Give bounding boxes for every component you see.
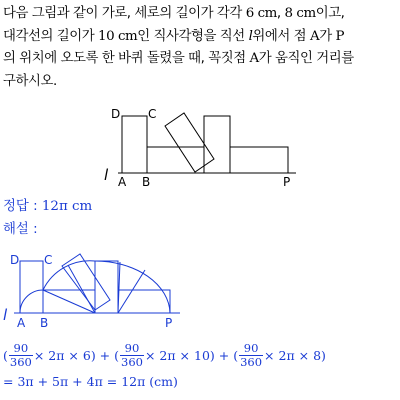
- label-c: C: [44, 253, 53, 267]
- fraction-numerator: 90: [124, 340, 140, 355]
- fraction-denominator: 360: [9, 354, 32, 369]
- rectangle-standing: [95, 261, 118, 313]
- label-b: B: [40, 316, 49, 330]
- diagonal-value: 10 cm: [98, 28, 138, 44]
- problem-text-segment: 의 위치에 오도록 한 바퀴 돌렸을 때, 꼭짓점: [3, 51, 250, 66]
- formula-result: = 3π + 5π + 4π = 12π (cm): [3, 374, 178, 389]
- problem-line-4: 구하시오.: [3, 73, 57, 89]
- label-d: D: [111, 107, 121, 121]
- formula-row-1: [3, 337, 326, 373]
- formula-text: × 2π × 8): [264, 347, 326, 363]
- arc-1: [20, 290, 43, 313]
- point-a-symbol: A: [249, 51, 259, 66]
- problem-text-segment: ,: [276, 6, 285, 21]
- formula-text: × 2π × 10) + (: [144, 347, 239, 363]
- problem-text-segment: 대각선의 길이가: [3, 28, 99, 44]
- formula-text: (: [3, 347, 8, 363]
- width-value: 6 cm: [245, 6, 277, 21]
- radius-line: [68, 265, 95, 313]
- label-l: l: [3, 306, 8, 324]
- fraction: [239, 342, 263, 369]
- point-a-symbol: A: [309, 28, 320, 44]
- problem-text-segment: 다음 그림과 같이 가로, 세로의 길이가 각각: [3, 6, 246, 21]
- problem-text-segment: 가: [319, 28, 336, 44]
- label-b: B: [142, 175, 151, 189]
- answer-value: 12π cm: [41, 199, 93, 214]
- height-value: 8 cm: [284, 6, 316, 21]
- fraction-numerator: 90: [13, 340, 29, 355]
- fraction-denominator: 360: [240, 354, 263, 369]
- radius-line: [43, 290, 95, 313]
- solution-formula: [3, 337, 326, 389]
- label-a: A: [17, 316, 26, 330]
- fraction: [120, 342, 144, 369]
- answer-label: 정답 :: [3, 199, 38, 214]
- point-p-symbol: P: [335, 28, 345, 44]
- line-symbol: l: [248, 28, 253, 44]
- label-c: C: [148, 107, 157, 121]
- label-a: A: [118, 175, 127, 189]
- label-p: P: [165, 316, 173, 330]
- fraction-denominator: 360: [121, 354, 143, 369]
- rectangle-start: [20, 261, 43, 313]
- problem-text-segment: 인 직사각형을 직선: [137, 28, 249, 44]
- explanation-title: 해설 :: [3, 222, 38, 237]
- formula-text: × 2π × 6) + (: [33, 347, 120, 363]
- label-l: l: [104, 166, 109, 184]
- radius-line: [118, 270, 145, 313]
- fraction-numerator: 90: [243, 340, 259, 355]
- label-p: P: [283, 175, 291, 189]
- fraction: [9, 342, 33, 369]
- problem-text-segment: 이고,: [315, 6, 345, 21]
- problem-text-segment: 위에서 점: [252, 28, 310, 44]
- arc-3: [95, 261, 170, 313]
- problem-text-segment: 가 움직인 거리를: [258, 51, 354, 66]
- label-d: D: [10, 253, 20, 267]
